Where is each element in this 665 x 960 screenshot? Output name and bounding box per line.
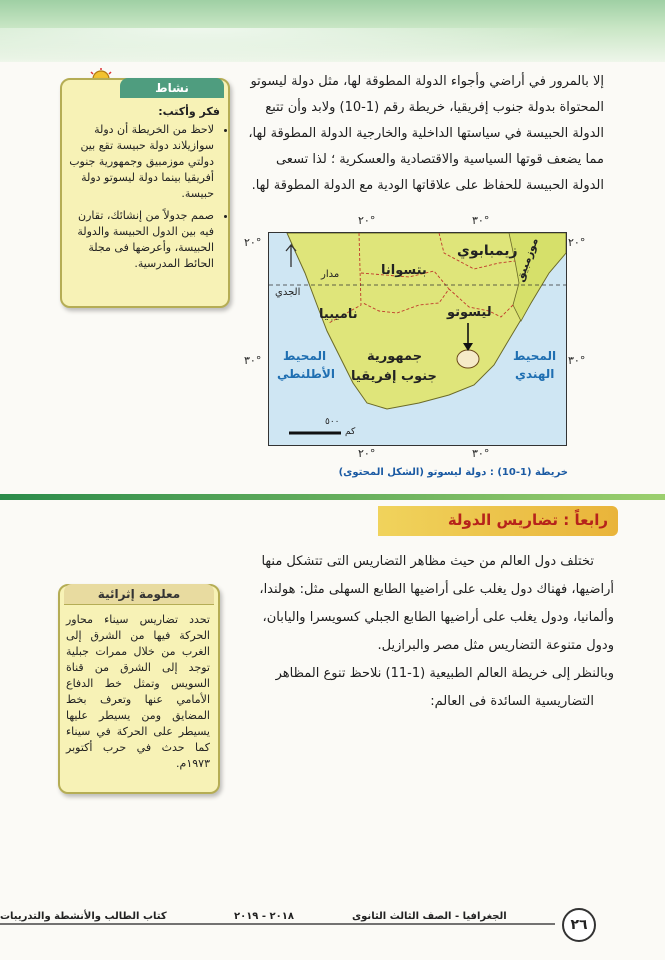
enrichment-box [58, 584, 220, 794]
paragraph-line: إلا بالمرور في أراضي وأجواء الدولة المطوقة لها، مثل دولة ليسوتو [250, 74, 604, 89]
map-label-atlantic: المحيط [283, 349, 327, 363]
longitude-tick: ٣٠° [472, 214, 490, 227]
paragraph-line: مما يضعف قوتها السياسية والاقتصادية والعسكرية ؛ لذا تسعى [275, 152, 604, 167]
lesotho-map [268, 232, 567, 446]
activity-list [62, 122, 228, 272]
footer-year: ٢٠١٨ - ٢٠١٩ [234, 911, 294, 922]
paragraph-line: الدولة الحبيسة للحفاظ على علاقاتها الودية مع الدولة المطوقة لها. [251, 178, 604, 193]
map-label-tropic: الجدي [275, 287, 301, 298]
latitude-tick: ٣٠° [244, 354, 262, 367]
band-highlight [0, 28, 665, 68]
activity-item: • لاحظ من الخريطة أن دولة سوازيلاند دولة حبيسة تقع بين دولتي موزمبيق وجمهورية جنوب أفريقيا بينما دولة ليسوتو دولة حبيسة. [66, 122, 214, 202]
map-label-south-africa: جمهورية [367, 349, 423, 364]
map-label-indian: المحيط [513, 349, 557, 363]
north-arrow-icon [286, 245, 296, 267]
map-label-indian: الهندي [515, 367, 555, 381]
latitude-tick: ٢٠° [568, 236, 586, 249]
latitude-tick: ٢٠° [244, 236, 262, 249]
longitude-tick: ٣٠° [472, 447, 490, 460]
map-label-mozambique: موزمبيق [513, 236, 541, 284]
map-label-botswana: بتسوانا [381, 263, 427, 278]
map-label-lesotho: ليسوتو [447, 305, 492, 320]
section-heading [378, 506, 618, 536]
top-decorative-band [0, 0, 665, 62]
map-label-namibia: ناميبيا [319, 307, 358, 322]
map-label-south-africa: جنوب إفريقيا [351, 369, 437, 384]
scale-unit: كم [345, 427, 356, 437]
paragraph-line: المحتواة بدولة جنوب إفريقيا، خريطة رقم (1-10) ولابد وأن تتبع [265, 100, 604, 115]
paragraph-line: الدولة الحبيسة في سياستها الداخلية والخارجية الدولة المطوقة لها، [248, 126, 604, 141]
paragraph-line: وبالنظر إلى خريطة العالم الطبيعية (1-11) نلاحظ تنوع المظاهر [275, 666, 614, 681]
longitude-tick: ٢٠° [358, 214, 376, 227]
section-title: رابعاً : تضاريس الدولة [447, 511, 608, 529]
lesotho-shape [457, 350, 479, 368]
section-divider [0, 494, 665, 500]
paragraph-line: التضاريسية السائدة فى العالم: [430, 694, 594, 709]
activity-item: • صمم جدولاً من إنشائك، تقارن فيه بين الدول الحبيسة والدولة الحبيسة، وأعرضها فى مجلة الحائط المدرسية. [66, 208, 214, 272]
terrain-paragraph [226, 548, 614, 716]
latitude-tick: ٣٠° [568, 354, 586, 367]
map-caption: خريطة (1-10) : دولة ليسوتو (الشكل المحتوى) [338, 467, 568, 478]
paragraph-line: وألمانيا، ودول يغلب على أراضيها الطابع الجبلي كسويسرا واليابان، [262, 610, 614, 625]
footer-book-type: كتاب الطالب والأنشطة والتدريبات [0, 911, 167, 922]
page-number: ٢٦ [562, 908, 596, 942]
longitude-tick: ٢٠° [358, 447, 376, 460]
enrichment-text: تحدد تضاريس سيناء محاور الحركة فيها من الشرق إلى الغرب من خلال ممرات جبلية توجد إلى الشرق من قناة السويس وتمثل خط الدفاع الأمامي عنها وتعرف بخط المضايق ومن يسيطر عليها يسيطر على الحركة في سيناء كما حدث في حرب أكتوبر ١٩٧٣م. [66, 613, 210, 770]
activity-title: نشاط [120, 78, 224, 98]
paragraph-line: تختلف دول العالم من حيث مظاهر التضاريس التى تتشكل منها [261, 554, 594, 569]
paragraph-line: ودول متنوعة التضاريس مثل مصر والبرازيل. [377, 638, 614, 653]
map-label-zimbabwe: زيمبابوي [457, 243, 518, 259]
map-label-atlantic: الأطلنطي [277, 367, 335, 381]
activity-box [60, 78, 230, 308]
intro-paragraph [232, 69, 604, 199]
enrichment-title: معلومة إثرائية [64, 584, 214, 605]
footer-book-title: الجغرافيا - الصف الثالث الثانوى [352, 911, 507, 922]
map-label-tropic: مدار [321, 269, 340, 280]
activity-intro: فكر وأكتب: [158, 105, 220, 118]
scale-value: ٥٠٠ [325, 417, 340, 427]
paragraph-line: أراضيها، فهناك دول يغلب على أراضيها الطابع السهلى مثل: هولندا، [259, 582, 614, 597]
